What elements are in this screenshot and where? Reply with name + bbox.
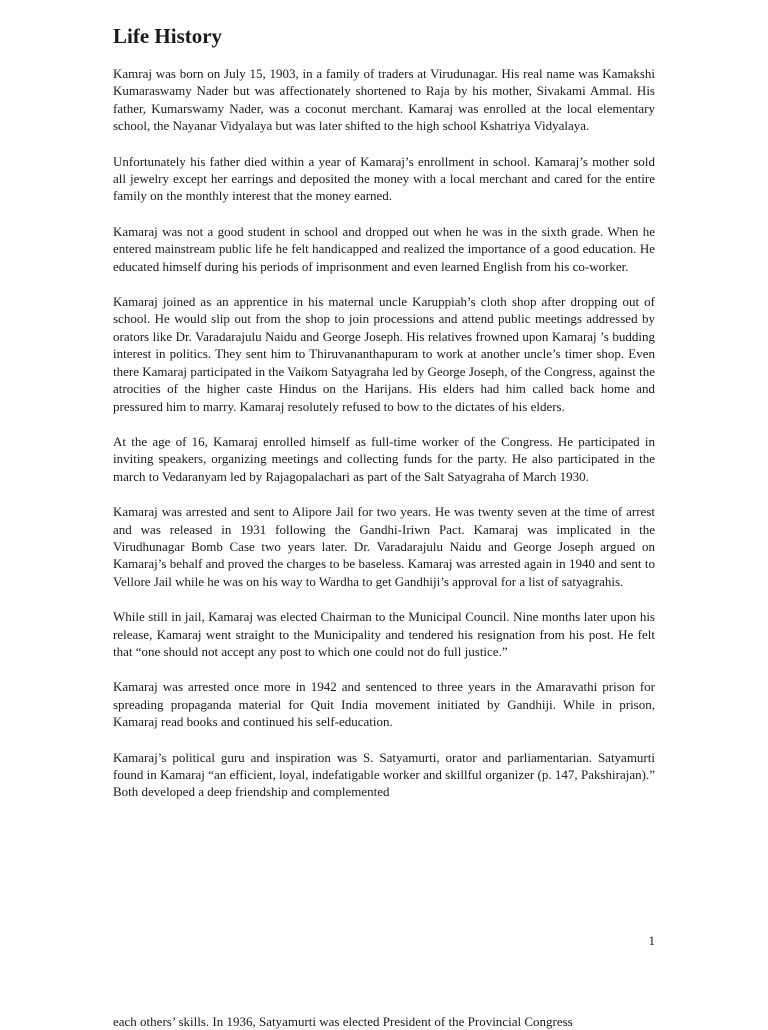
paragraph-municipal-council: While still in jail, Kamaraj was elected Chairman to the Municipal Council. Nine months later upon his release, Kamaraj went straight to the Municipality and tendered his resignation from his post. He felt that “one should not accept any post to which one could not do full justice.” [113,609,655,659]
page-number: 1 [648,933,655,948]
paragraph-amaravathi: Kamaraj was arrested once more in 1942 and sentenced to three years in the Amaravathi prison for spreading propaganda material for Quit India movement initiated by Gandhiji. While in prison, Kamaraj read books and continued his self-education. [113,679,655,730]
paragraph-apprentice: Kamaraj joined as an apprentice in his maternal uncle Karuppiah’s cloth shop after dropping out of school. He would slip out from the shop to join processions and attend public meetings addressed by orators like Dr. Varadarajulu Naidu and George Joseph. His relatives frowned upon Kamaraj ’s budding interest in politics. They sent him to Thiruvananthapuram to work at another uncle’s timer shop. Even there Kamaraj participated in the Vaikom Satyagraha led by George Joseph, of the Congress, against the atrocities of the higher caste Hindus on the Harijans. His elders had him called back home and pressured him to marry. Kamaraj resolutely refused to bow to the dictates of his elders. [113,294,655,414]
paragraph-satyamurti: Kamaraj’s political guru and inspiration was S. Satyamurti, orator and parliamentarian. Satyamurti found in Kamaraj “an efficient, loyal, indefatigable worker and skillful organizer (p. 147, Pakshirajan).” Both developed a deep friendship and complemented [113,749,655,800]
next-page-partial-line: each others’ skills. In 1936, Satyamurti was elected President of the Provincial Congress [113,1014,573,1029]
paragraph-congress: At the age of 16, Kamaraj enrolled himself as full-time worker of the Congress. He participated in inviting speakers, organizing meetings and collecting funds for the party. He also participated in the march to Vedaranyam led by Rajagopalachari as part of the Salt Satyagraha of March 1930. [113,433,655,484]
paragraph-education: Kamaraj was not a good student in school and dropped out when he was in the sixth grade. When he entered mainstream public life he felt handicapped and realized the importance of a good education. He educated himself during his periods of imprisonment and even learned English from his co-worker. [113,223,655,274]
document-body [113,65,655,819]
page-title: Life History [113,24,223,48]
paragraph-father-death: Unfortunately his father died within a year of Kamaraj’s enrollment in school. Kamaraj’s mother sold all jewelry except her earrings and deposited the money with a local merchant and cared for the entire family on the monthly interest that the money earned. [113,153,655,204]
paragraph-birth: Kamraj was born on July 15, 1903, in a family of traders at Virudunagar. His real name was Kamakshi Kumaraswamy Nader but was affectionately shortened to Raja by his mother, Sivakami Ammal. His father, Kumarswamy Nader, was a coconut merchant. Kamaraj was enrolled at the local elementary school, the Nayanar Vidyalaya but was later shifted to the high school Kshatriya Vidyalaya. [113,66,655,134]
paragraph-arrest: Kamaraj was arrested and sent to Alipore Jail for two years. He was twenty seven at the time of arrest and was released in 1931 following the Gandhi-Iriwn Pact. Kamaraj was implicated in the Virudhunagar Bomb Case two years later. Dr. Varadarajulu Naidu and George Joseph argued on Kamaraj’s behalf and proved the charges to be baseless. Kamaraj was arrested again in 1940 and sent to Vellore Jail while he was on his way to Wardha to get Gandhiji’s approval for a list of satyagrahis. [113,504,655,589]
